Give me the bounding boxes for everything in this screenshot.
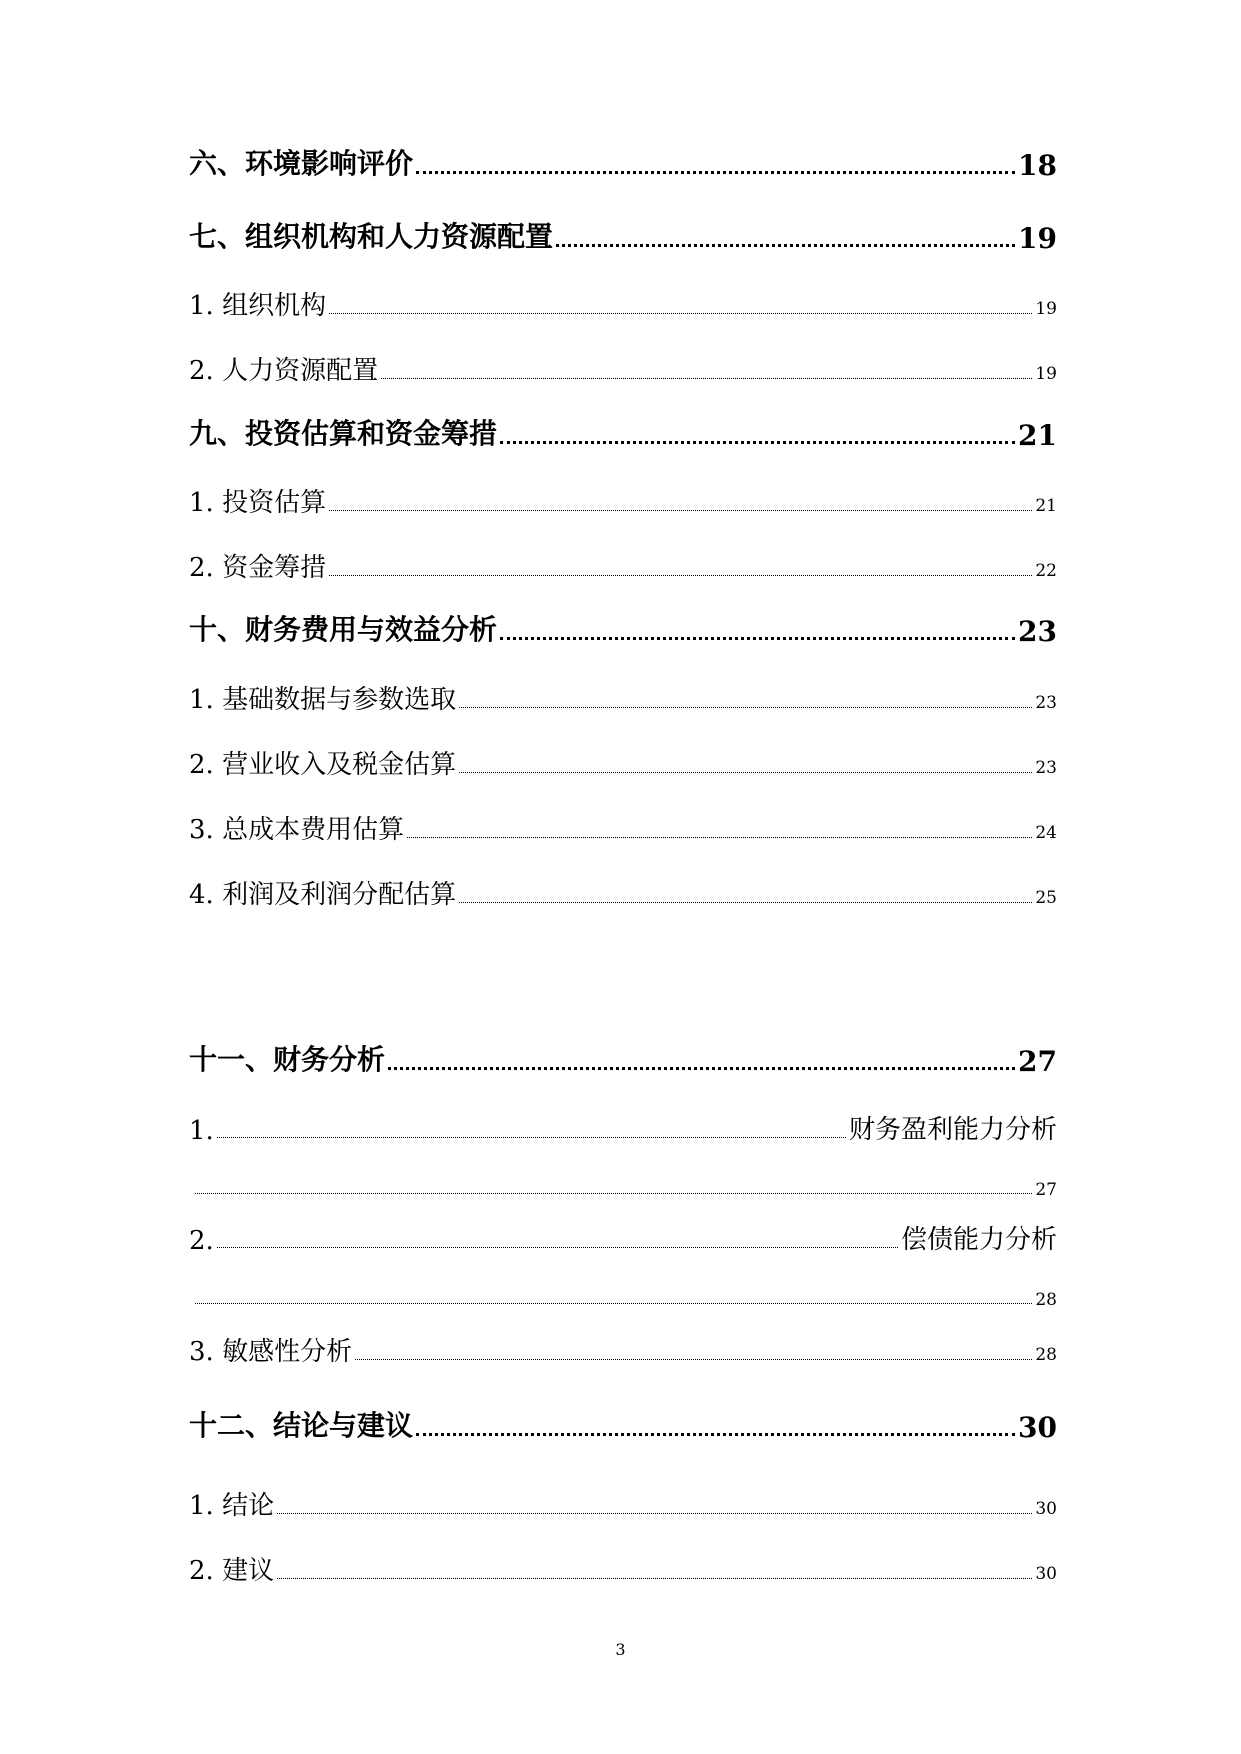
toc-entry-label: 1. 基础数据与参数选取	[189, 685, 457, 715]
toc-entry-page: 21	[1035, 496, 1057, 516]
toc-entry-label: 1. 投资估算	[189, 488, 327, 518]
leader-dots	[277, 1513, 1032, 1514]
toc-entry-label: 七、组织机构和人力资源配置	[189, 220, 554, 253]
leader-dots	[381, 378, 1032, 379]
toc-entry-page: 23	[1035, 693, 1057, 713]
leader-dots	[355, 1359, 1032, 1360]
toc-entry-page: 28	[1035, 1345, 1057, 1365]
toc-entry-page: 19	[1018, 222, 1057, 255]
toc-entry-number: 2.	[189, 1226, 214, 1256]
leader-dots	[556, 244, 1015, 247]
toc-entry-label: 2. 营业收入及税金估算	[189, 750, 457, 780]
toc-entry[interactable]	[189, 412, 1057, 452]
leader-dots	[500, 441, 1015, 444]
leader-dots	[217, 1137, 846, 1138]
leader-dots	[459, 707, 1032, 708]
toc-entry[interactable]	[189, 349, 1057, 387]
leader-dots	[195, 1303, 1032, 1304]
toc-entry[interactable]	[189, 1484, 1057, 1522]
toc-entry-label: 2. 人力资源配置	[189, 356, 379, 386]
toc-entry-wrapped-continuation[interactable]	[195, 1174, 1057, 1200]
leader-dots	[388, 1067, 1015, 1070]
toc-entry-page: 19	[1035, 364, 1057, 384]
toc-entry-label: 财务盈利能力分析	[848, 1115, 1057, 1145]
leader-dots	[329, 313, 1032, 314]
toc-entry-page: 30	[1035, 1564, 1057, 1584]
toc-entry-wrapped[interactable]	[189, 1218, 1057, 1256]
toc-entry-label: 4. 利润及利润分配估算	[189, 880, 457, 910]
toc-entry-label: 2. 建议	[189, 1556, 275, 1586]
toc-entry-page: 27	[1018, 1045, 1057, 1078]
toc-entry-page: 24	[1035, 823, 1057, 843]
toc-entry-page: 18	[1018, 149, 1057, 182]
toc-entry-label: 3. 总成本费用估算	[189, 815, 405, 845]
toc-entry-page: 21	[1018, 419, 1057, 452]
leader-dots	[277, 1578, 1032, 1579]
page-number: 3	[615, 1640, 626, 1659]
toc-entry[interactable]	[189, 678, 1057, 716]
leader-dots	[407, 837, 1032, 838]
leader-dots	[416, 1433, 1015, 1436]
toc-entry-page: 30	[1035, 1499, 1057, 1519]
toc-entry[interactable]	[189, 481, 1057, 519]
toc-entry-label: 九、投资估算和资金筹措	[189, 417, 498, 450]
toc-entry[interactable]	[189, 873, 1057, 911]
leader-dots	[329, 510, 1032, 511]
toc-entry[interactable]	[189, 1404, 1057, 1444]
toc-entry-page: 19	[1035, 299, 1057, 319]
toc-entry-page: 30	[1018, 1411, 1057, 1444]
toc-entry-wrapped[interactable]	[189, 1108, 1057, 1146]
toc-entry-label: 六、环境影响评价	[189, 147, 414, 180]
toc-entry[interactable]	[189, 1330, 1057, 1368]
toc-entry-label: 十二、结论与建议	[189, 1409, 414, 1442]
toc-entry-page: 27	[1035, 1180, 1057, 1200]
leader-dots	[195, 1193, 1032, 1194]
toc-entry[interactable]	[189, 608, 1057, 648]
toc-entry[interactable]	[189, 546, 1057, 584]
toc-entry-label: 3. 敏感性分析	[189, 1337, 353, 1367]
toc-entry[interactable]	[189, 284, 1057, 322]
toc-entry-page: 23	[1035, 758, 1057, 778]
toc-entry-label: 十一、财务分析	[189, 1043, 386, 1076]
toc-entry[interactable]	[189, 1038, 1057, 1078]
toc-entry[interactable]	[189, 808, 1057, 846]
toc-entry[interactable]	[189, 215, 1057, 255]
leader-dots	[329, 575, 1032, 576]
toc-entry-page: 28	[1035, 1290, 1057, 1310]
leader-dots	[217, 1247, 898, 1248]
toc-entry[interactable]	[189, 1549, 1057, 1587]
toc-entry-label: 2. 资金筹措	[189, 553, 327, 583]
leader-dots	[459, 772, 1032, 773]
toc-entry[interactable]	[189, 142, 1057, 182]
leader-dots	[459, 902, 1032, 903]
toc-entry-page: 22	[1035, 561, 1057, 581]
toc-entry-page: 25	[1035, 888, 1057, 908]
toc-entry-label: 1. 结论	[189, 1491, 275, 1521]
toc-entry-label: 偿债能力分析	[900, 1225, 1057, 1255]
toc-entry[interactable]	[189, 743, 1057, 781]
toc-entry-label: 十、财务费用与效益分析	[189, 613, 498, 646]
toc-entry-number: 1.	[189, 1116, 214, 1146]
toc-entry-page: 23	[1018, 615, 1057, 648]
toc-entry-wrapped-continuation[interactable]	[195, 1284, 1057, 1310]
leader-dots	[416, 171, 1015, 174]
toc-entry-label: 1. 组织机构	[189, 291, 327, 321]
leader-dots	[500, 637, 1015, 640]
